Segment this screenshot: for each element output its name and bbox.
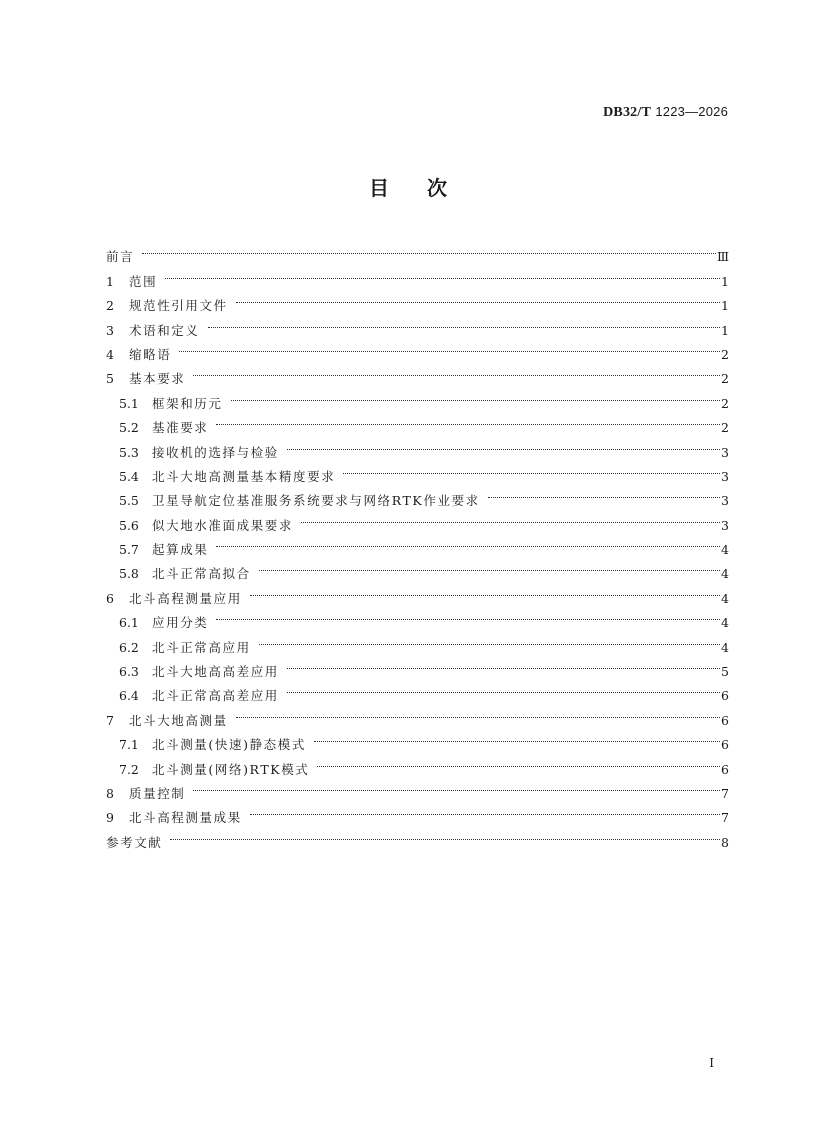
toc-leader-dots — [170, 822, 720, 846]
toc-leader-dots — [142, 237, 716, 261]
toc-leader-dots — [208, 310, 721, 334]
toc-entry-number: 7.1 — [119, 737, 139, 753]
toc-leader-dots — [250, 798, 720, 822]
toc-leader-dots — [287, 432, 720, 456]
toc-entry-label: 质量控制 — [129, 785, 186, 801]
toc-entry-page: 5 — [721, 664, 729, 680]
toc-entry[interactable] — [106, 237, 729, 265]
toc-entry-number: 6 — [106, 590, 114, 606]
toc-entry-label: 北斗大地高高差应用 — [152, 664, 279, 680]
toc-entry-number: 5.7 — [119, 542, 139, 558]
standard-number: 1223—2026 — [655, 104, 728, 119]
toc-entry-label: 术语和定义 — [129, 322, 200, 338]
toc-entry-label: 似大地水准面成果要求 — [152, 517, 294, 533]
toc-entry-number: 6.3 — [119, 664, 139, 680]
toc-entry-page: 2 — [721, 371, 729, 387]
toc-entry-label: 北斗测量(快速)静态模式 — [152, 737, 306, 753]
toc-entry-page: 1 — [721, 298, 729, 314]
toc-leader-dots — [488, 481, 720, 505]
toc-entry-number: 5 — [106, 371, 114, 387]
toc-entry-number: 5.1 — [119, 395, 139, 411]
toc-entry-page: 3 — [721, 517, 729, 533]
toc-entry-page: 3 — [721, 444, 729, 460]
toc-entry-label: 北斗大地高测量 — [129, 712, 228, 728]
toc-entry-page: 4 — [721, 566, 729, 582]
standard-prefix: DB32/T — [603, 105, 652, 120]
toc-entry-page: 3 — [721, 493, 729, 509]
toc-leader-dots — [236, 700, 720, 724]
toc-entry-number: 6.2 — [119, 639, 139, 655]
table-of-contents — [106, 237, 729, 850]
toc-entry-page: 6 — [721, 688, 729, 704]
toc-entry-page: 7 — [721, 785, 729, 801]
toc-entry-label: 卫星导航定位基准服务系统要求与网络RTK作业要求 — [152, 493, 480, 509]
toc-entry-page: 3 — [721, 468, 729, 484]
toc-entry-label: 基准要求 — [152, 420, 209, 436]
toc-entry[interactable] — [106, 822, 729, 850]
toc-entry-page: 6 — [721, 761, 729, 777]
toc-entry-number: 5.3 — [119, 444, 139, 460]
toc-entry[interactable] — [106, 335, 729, 362]
toc-entry-page: 8 — [721, 834, 729, 850]
toc-leader-dots — [250, 578, 720, 602]
toc-leader-dots — [179, 335, 720, 359]
toc-entry-number: 5.5 — [119, 493, 139, 509]
toc-entry-label: 规范性引用文件 — [129, 298, 228, 314]
toc-entry-number: 9 — [106, 810, 114, 826]
toc-entry-label: 北斗正常高应用 — [152, 639, 251, 655]
toc-leader-dots — [287, 676, 720, 700]
toc-entry-label: 起算成果 — [152, 542, 209, 558]
toc-leader-dots — [216, 408, 720, 432]
toc-entry-number: 7 — [106, 712, 114, 728]
toc-entry[interactable] — [106, 383, 729, 411]
toc-entry-label: 基本要求 — [129, 371, 186, 387]
toc-entry-number: 5.4 — [119, 468, 139, 484]
toc-entry[interactable] — [106, 798, 729, 826]
toc-entry[interactable] — [106, 774, 729, 801]
toc-entry-page: 2 — [721, 420, 729, 436]
toc-entry[interactable] — [106, 286, 729, 314]
toc-entry[interactable] — [106, 261, 729, 289]
toc-entry-page: 1 — [721, 322, 729, 338]
toc-leader-dots — [259, 554, 720, 578]
toc-leader-dots — [343, 457, 720, 481]
toc-entry-label: 北斗正常高高差应用 — [152, 688, 279, 704]
toc-entry-page: 2 — [721, 346, 729, 362]
toc-entry-page: 1 — [721, 273, 729, 289]
toc-entry-label: 应用分类 — [152, 615, 209, 631]
toc-leader-dots — [301, 505, 720, 529]
toc-entry-label: 框架和历元 — [152, 395, 223, 411]
toc-entry[interactable] — [106, 359, 729, 387]
toc-entry-number: 4 — [106, 346, 114, 362]
toc-leader-dots — [236, 286, 720, 310]
toc-leader-dots — [231, 383, 721, 407]
toc-entry-page: 2 — [721, 395, 729, 411]
toc-leader-dots — [165, 261, 720, 285]
toc-entry-page: 6 — [721, 712, 729, 728]
toc-entry-label: 北斗大地高测量基本精度要求 — [152, 468, 336, 484]
toc-entry-number: 1 — [106, 273, 114, 289]
toc-entry-number: 5.2 — [119, 420, 139, 436]
toc-entry-page: 4 — [721, 615, 729, 631]
toc-leader-dots — [259, 627, 720, 651]
toc-leader-dots — [317, 749, 720, 773]
toc-entry-number: 5.8 — [119, 566, 139, 582]
toc-leader-dots — [216, 603, 720, 627]
toc-leader-dots — [216, 530, 720, 554]
toc-entry-label: 北斗正常高拟合 — [152, 566, 251, 582]
toc-entry-label: 参考文献 — [106, 834, 163, 850]
toc-entry-page: 4 — [721, 639, 729, 655]
toc-entry-number: 5.6 — [119, 517, 139, 533]
toc-entry-number: 6.4 — [119, 688, 139, 704]
toc-entry-number: 3 — [106, 322, 114, 338]
page-title: 目次 — [369, 176, 485, 200]
toc-entry-label: 接收机的选择与检验 — [152, 444, 279, 460]
toc-leader-dots — [193, 774, 720, 798]
toc-entry-page: 7 — [721, 810, 729, 826]
toc-leader-dots — [314, 725, 720, 749]
standard-code — [603, 104, 728, 121]
toc-leader-dots — [193, 359, 720, 383]
toc-entry-label: 缩略语 — [129, 346, 172, 362]
toc-entry-number: 8 — [106, 785, 114, 801]
toc-entry-label: 北斗测量(网络)RTK模式 — [152, 761, 310, 777]
toc-entry-number: 7.2 — [119, 761, 139, 777]
toc-entry-page: 4 — [721, 590, 729, 606]
toc-entry-label: 北斗高程测量成果 — [129, 810, 242, 826]
toc-entry-number: 2 — [106, 298, 114, 314]
toc-entry-page: 6 — [721, 737, 729, 753]
toc-entry-label: 北斗高程测量应用 — [129, 590, 242, 606]
toc-entry-page: Ⅲ — [716, 249, 729, 265]
toc-entry-label: 前言 — [106, 249, 135, 265]
toc-entry-number: 6.1 — [119, 615, 139, 631]
toc-leader-dots — [287, 652, 720, 676]
toc-entry-page: 4 — [721, 542, 729, 558]
page-number: I — [709, 1056, 714, 1070]
toc-entry-label: 范围 — [129, 273, 158, 289]
